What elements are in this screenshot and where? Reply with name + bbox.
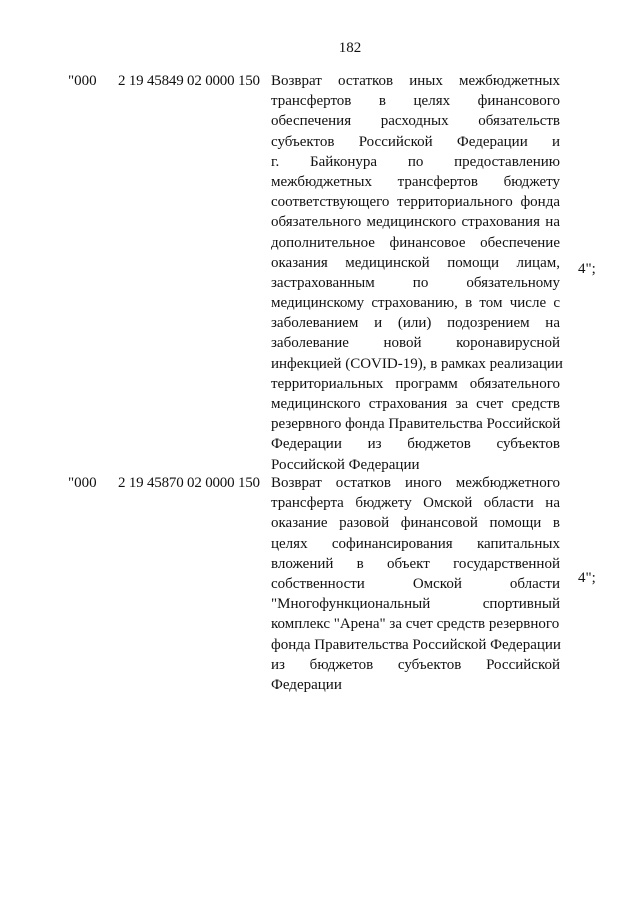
description-line: целях софинансирования капитальных [271, 535, 560, 552]
description-line: "Многофункциональный спортивный [271, 596, 560, 613]
description-line: инфекцией (COVID-19), в рамках реализации [271, 355, 563, 372]
description-line: заболевание новой коронавирусной [271, 335, 560, 352]
description-line: фонда Правительства Российской Федерации [271, 636, 561, 653]
description-line: обязательного медицинского страхования на [271, 214, 560, 231]
description-line: г. Байконура по предоставлению [271, 153, 560, 170]
page-number: 182 [338, 40, 362, 56]
description-line: дополнительное финансовое обеспечение [271, 234, 560, 251]
description-line: межбюджетных трансфертов бюджету [271, 173, 560, 190]
description-line: комплекс "Арена" за счет средств резервного [271, 616, 560, 633]
description-line: трансфертов в целях финансового [271, 93, 560, 110]
budget-classification-code: 2 19 45870 02 0000 150 [118, 475, 260, 491]
description-line: оказание разовой финансовой помощи в [271, 515, 560, 532]
description-line: Российской Федерации [271, 456, 420, 473]
description-line: Возврат остатков иных межбюджетных [271, 73, 560, 89]
budget-classification-code: 2 19 45849 02 0000 150 [118, 73, 260, 89]
description-line: территориальных программ обязательного [271, 375, 560, 392]
description-line: оказания медицинской помощи лицам, [271, 254, 560, 271]
description-line: субъектов Российской Федерации и [271, 133, 560, 150]
row-value: 4"; [578, 261, 596, 277]
row-type-code: "000 [68, 475, 97, 491]
description-line: заболеванием и (или) подозрением на [271, 315, 560, 332]
description-line: медицинскому страхованию, в том числе с [271, 295, 560, 312]
description-line: соответствующего территориального фонда [271, 194, 560, 211]
description-line: вложений в объект государственной [271, 555, 560, 572]
description-line: трансферта бюджету Омской области на [271, 495, 560, 512]
row-description [271, 71, 563, 475]
row-value: 4"; [578, 570, 596, 586]
description-line: Федерации из бюджетов субъектов [271, 436, 560, 453]
description-line: обеспечения расходных обязательств [271, 113, 560, 130]
description-line: из бюджетов субъектов Российской [271, 656, 560, 673]
description-line: медицинского страхования за счет средств [271, 396, 560, 412]
description-line: резервного фонда Правительства Российской [271, 416, 561, 433]
description-line: собственности Омской области [271, 575, 560, 592]
row-description [271, 473, 560, 695]
description-line: застрахованным по обязательному [271, 274, 560, 291]
row-type-code: "000 [68, 73, 97, 89]
description-line: Возврат остатков иного межбюджетного [271, 475, 560, 491]
description-line: Федерации [271, 676, 342, 693]
